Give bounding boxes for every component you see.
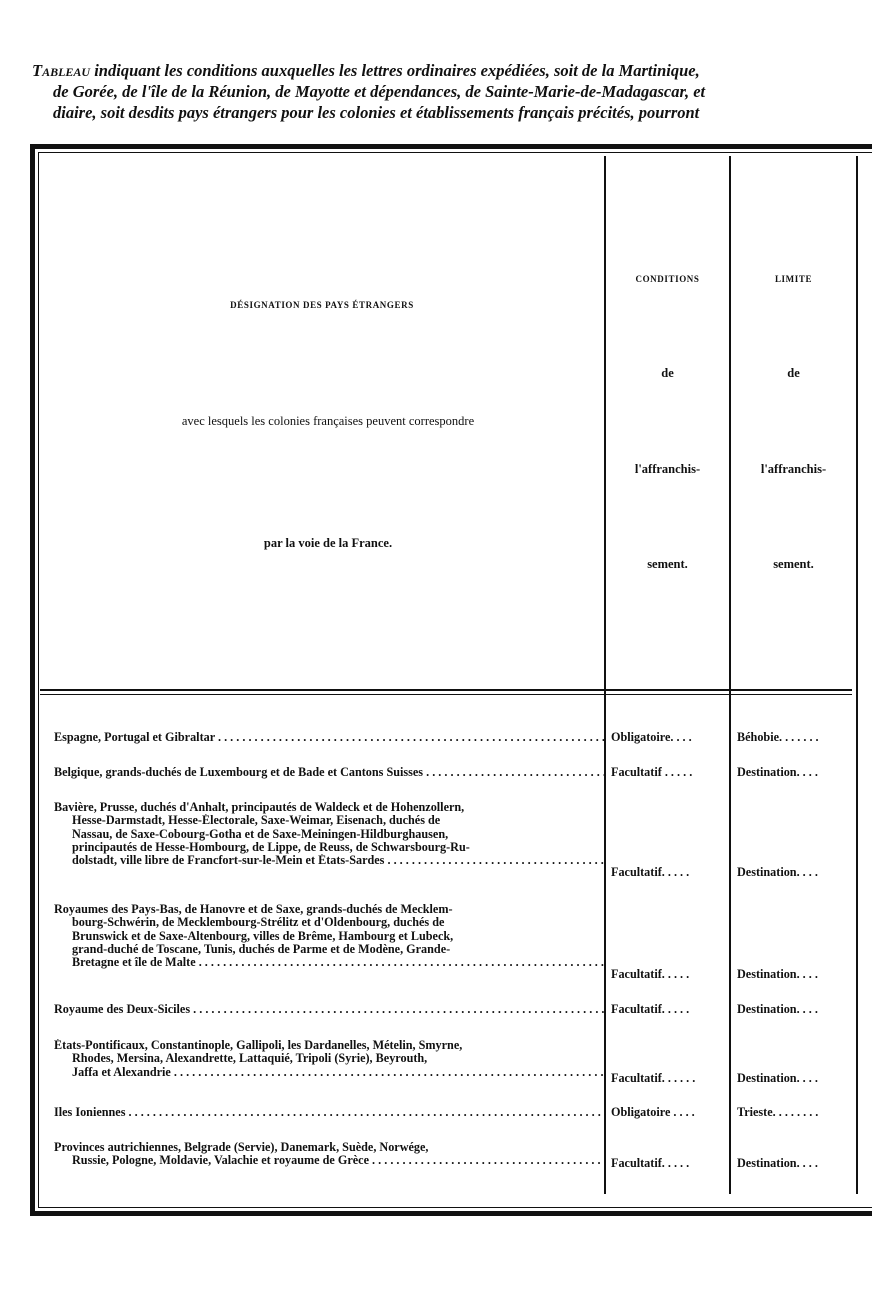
row-text-line: Russie, Pologne, Moldavie, Valachie et royaume de Grèce . . . (54, 1154, 606, 1167)
row-limit: Destination. . . . (737, 968, 818, 981)
header-country-title: DÉSIGNATION DES PAYS ÉTRANGERS (230, 300, 414, 310)
table-row (54, 801, 606, 867)
row-text-line: Royaumes des Pays-Bas, de Hanovre et de Saxe, grands-duchés de Mecklem- (54, 903, 453, 916)
header-country-route: par la voie de la France. (263, 536, 393, 550)
header-limit-affranchis: l'affranchis- (760, 462, 827, 476)
header-limit-de: de (787, 366, 800, 380)
row-text-line: Rhodes, Mersina, Alexandrette, Lattaquié, Tripoli (Syrie), Beyrouth, (72, 1052, 428, 1066)
row-text-line: Brunswick et de Saxe-Altenbourg, villes de Brême, Hambourg et Lubeck, (72, 929, 454, 943)
row-condition: Obligatoire. . . . (611, 731, 692, 744)
row-condition: Facultatif. . . . . (611, 1003, 690, 1016)
table-row (54, 1106, 606, 1119)
caption-line-1 (32, 60, 872, 81)
caption-line-2: de Gorée, de l'île de la Réunion, de Mayotte et dépendances, de Sainte-Marie-de-Madagascar, et (53, 82, 706, 101)
header-conditions-title: CONDITIONS (635, 274, 700, 284)
table-row (54, 731, 606, 744)
row-text-line: Espagne, Portugal et Gibraltar . . . (54, 731, 606, 744)
table-row (54, 1039, 606, 1079)
table-row (54, 1141, 606, 1168)
caption-line-1-text: indiquant les conditions auxquelles les lettres ordinaires expédiées, soit de la Martinique, (94, 61, 700, 80)
row-condition: Facultatif. . . . . (611, 968, 690, 981)
row-text-line: Hesse-Darmstadt, Hesse-Électorale, Saxe-Weimar, Eisenach, duchés de (72, 814, 441, 828)
row-limit: Trieste. . . . . . . . (737, 1106, 819, 1119)
row-limit: Destination. . . . (737, 866, 818, 879)
row-limit: Destination. . . . (737, 1072, 818, 1085)
header-separator (40, 689, 852, 691)
row-condition: Facultatif. . . . . (611, 1157, 690, 1170)
row-text-line: États-Pontificaux, Constantinople, Gallipoli, les Dardanelles, Mételin, Smyrne, (54, 1039, 463, 1052)
column-divider-2 (729, 156, 731, 1194)
table-row (54, 766, 606, 779)
row-condition: Facultatif. . . . . (611, 866, 690, 879)
header-conditions-sement: sement. (647, 557, 688, 571)
row-limit: Destination. . . . (737, 1157, 818, 1170)
row-text-line: bourg-Schwérin, de Mecklembourg-Strélitz et d'Oldenbourg, duchés de (72, 916, 445, 930)
row-limit: Béhobie. . . . . . . (737, 731, 819, 744)
row-condition: Facultatif. . . . . . (611, 1072, 696, 1085)
row-condition: Obligatoire . . . . (611, 1106, 695, 1119)
row-text-line: Belgique, grands-duchés de Luxembourg et de Bade et Cantons Suisses . . . (54, 766, 606, 779)
row-limit: Destination. . . . (737, 1003, 818, 1016)
column-divider-3 (856, 156, 858, 1194)
row-text-line: grand-duché de Toscane, Tunis, duchés de Parme et de Modène, Grande- (72, 942, 451, 956)
caption-line-3: diaire, soit desdits pays étrangers pour les colonies et établissements français précités, pourront (53, 103, 700, 122)
caption-lead-word: Tableau (32, 61, 91, 80)
table-caption (32, 60, 872, 123)
header-country-subtitle: avec lesquels les colonies françaises peuvent correspondre (181, 414, 475, 428)
row-text-line: dolstadt, ville libre de Francfort-sur-le-Mein et États-Sardes . . . (54, 854, 606, 867)
row-text-line: Royaume des Deux-Siciles . . . (54, 1003, 606, 1016)
table-row (54, 1003, 606, 1016)
row-text-line: Jaffa et Alexandrie . . . (54, 1066, 606, 1079)
row-limit: Destination. . . . (737, 766, 818, 779)
header-limit-title: LIMITE (774, 274, 813, 284)
row-text-line: Bretagne et île de Malte . . . (54, 956, 606, 969)
header-conditions-de: de (661, 366, 674, 380)
header-separator-thin (40, 694, 852, 695)
row-condition: Facultatif . . . . . (611, 766, 693, 779)
header-limit-sement: sement. (773, 557, 814, 571)
row-text-line: Iles Ioniennes . . . (54, 1106, 606, 1119)
row-text-line: Bavière, Prusse, duchés d'Anhalt, principautés de Waldeck et de Hohenzollern, (54, 801, 465, 814)
table-row (54, 903, 606, 969)
header-conditions-affranchis: l'affranchis- (634, 462, 701, 476)
row-text-line: Provinces autrichiennes, Belgrade (Servie), Danemark, Suède, Norwége, (54, 1141, 429, 1154)
row-text-line: Nassau, de Saxe-Cobourg-Gotha et de Saxe-Meiningen-Hildburghausen, (72, 827, 449, 841)
row-text-line: principautés de Hesse-Hombourg, de Lippe, de Reuss, de Schwarsbourg-Ru- (72, 840, 470, 854)
